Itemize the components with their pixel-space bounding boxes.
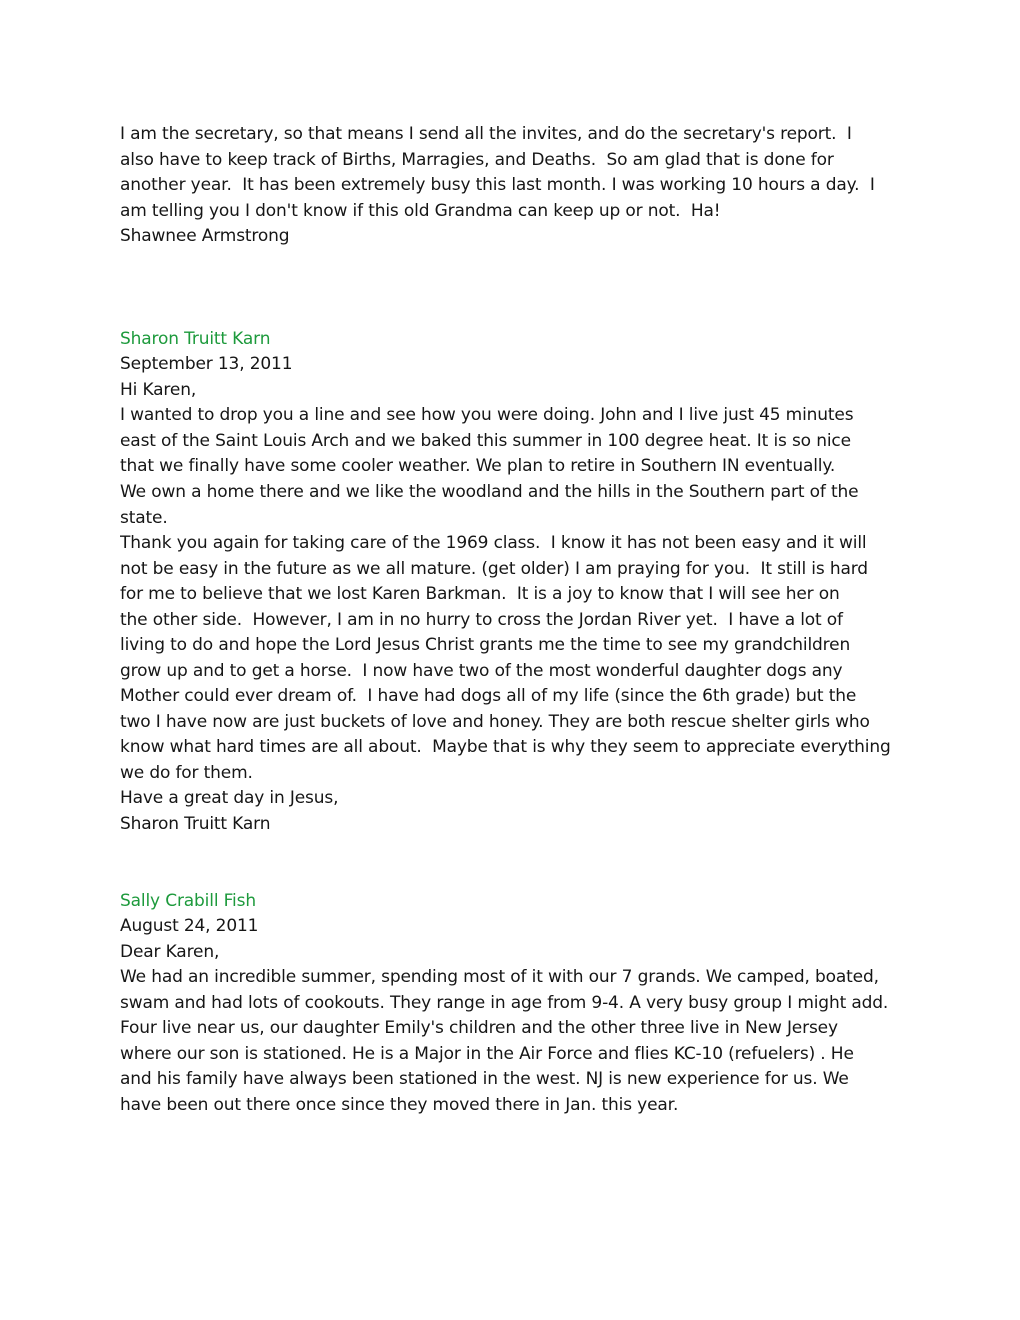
letter-body-line: state. [120,508,168,528]
letter-body-line: the other side. However, I am in no hurry to cross the Jordan River yet. I have a lot of [120,610,843,630]
letter-body-line: two I have now are just buckets of love and honey. They are both rescue shelter girls who [120,712,870,732]
letter-greeting: Dear Karen, [120,942,220,962]
letter-closing: Have a great day in Jesus, [120,788,339,808]
letter-body-line: and his family have always been stationed in the west. NJ is new experience for us. We [120,1069,849,1089]
letter-body-line: not be easy in the future as we all mature. (get older) I am praying for you. It still is hard [120,559,868,579]
intro-signature: Shawnee Armstrong [120,226,290,246]
letter-greeting: Hi Karen, [120,380,197,400]
letter-body-line: have been out there once since they moved there in Jan. this year. [120,1095,679,1115]
letter-body-line: swam and had lots of cookouts. They range in age from 9-4. A very busy group I might add. [120,993,889,1013]
letter-author-heading: Sharon Truitt Karn [120,329,271,349]
letter-body-line: for me to believe that we lost Karen Barkman. It is a joy to know that I will see her on [120,584,840,604]
letter-date: August 24, 2011 [120,916,259,936]
letter-date: September 13, 2011 [120,354,293,374]
letter-body-line: We own a home there and we like the woodland and the hills in the Southern part of the [120,482,859,502]
intro-line: another year. It has been extremely busy this last month. I was working 10 hours a day. I [120,175,875,195]
letter-body-line: we do for them. [120,763,253,783]
letter-body-line: living to do and hope the Lord Jesus Christ grants me the time to see my grandchildren [120,635,851,655]
letter-body-line: I wanted to drop you a line and see how you were doing. John and I live just 45 minutes [120,405,854,425]
letter-body-line: Mother could ever dream of. I have had dogs all of my life (since the 6th grade) but the [120,686,857,706]
letter-body-line: We had an incredible summer, spending most of it with our 7 grands. We camped, boated, [120,967,879,987]
intro-line: also have to keep track of Births, Marragies, and Deaths. So am glad that is done for [120,150,834,170]
letter-body-line: Thank you again for taking care of the 1969 class. I know it has not been easy and it will [120,533,867,553]
letter-signature: Sharon Truitt Karn [120,814,271,834]
letter-body-line: Four live near us, our daughter Emily's children and the other three live in New Jersey [120,1018,838,1038]
letter-author-heading: Sally Crabill Fish [120,891,256,911]
intro-line: am telling you I don't know if this old Grandma can keep up or not. Ha! [120,201,721,221]
letter-body-line: east of the Saint Louis Arch and we baked this summer in 100 degree heat. It is so nice [120,431,851,451]
letter-body-line: know what hard times are all about. Maybe that is why they seem to appreciate everything [120,737,891,757]
letter-body-line: grow up and to get a horse. I now have two of the most wonderful daughter dogs any [120,661,843,681]
letter-body-line: where our son is stationed. He is a Major in the Air Force and flies KC-10 (refuelers) . He [120,1044,854,1064]
letter-body-line: that we finally have some cooler weather. We plan to retire in Southern IN eventually. [120,456,836,476]
intro-line: I am the secretary, so that means I send all the invites, and do the secretary's report. I [120,124,852,144]
